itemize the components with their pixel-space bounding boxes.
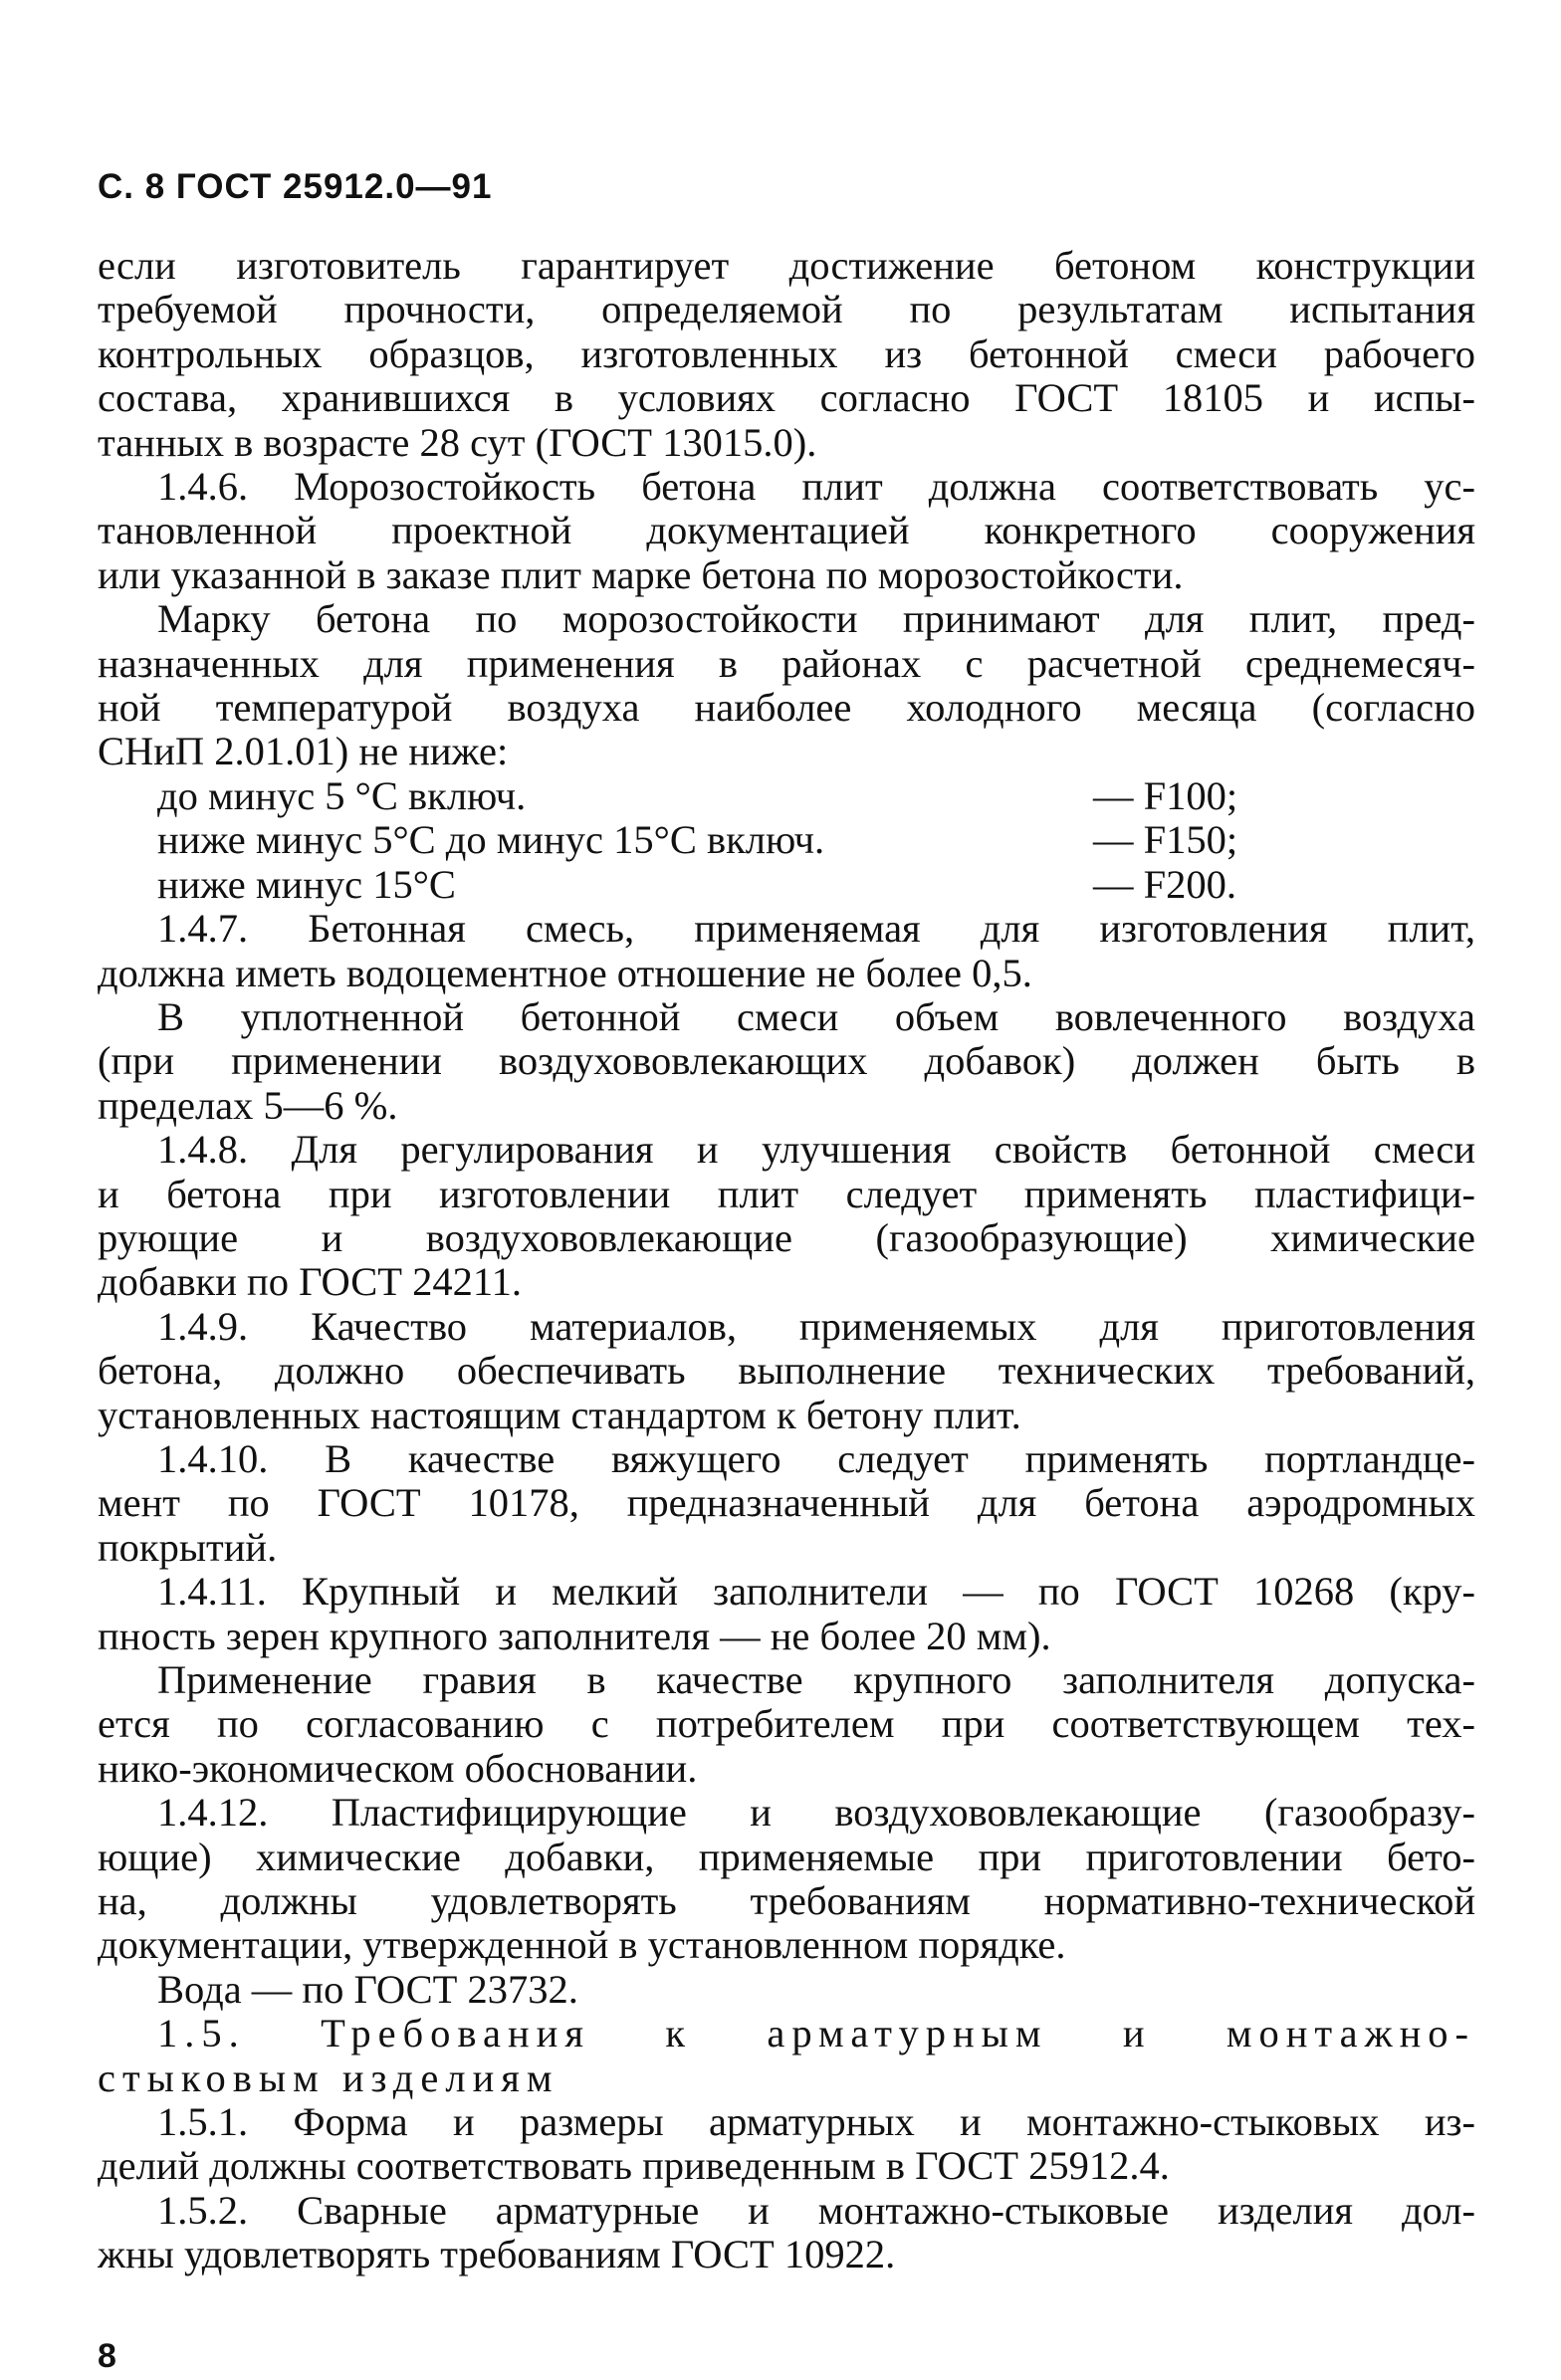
text-line: пность зерен крупного заполнителя — не более 20 мм). bbox=[98, 1613, 1051, 1658]
text-line: 1.4.12. Пластифицирующие и воздухововлекающие (газообразу- bbox=[157, 1790, 1475, 1836]
text-line: делий должны соответствовать приведенным в ГОСТ 25912.4. bbox=[98, 2143, 1170, 2189]
text-line: требуемой прочности, определяемой по результатам испытания bbox=[98, 287, 1475, 332]
text-line: 1.5.2. Сварные арматурные и монтажно-стыковые изделия дол- bbox=[157, 2187, 1475, 2233]
text-line: Применение гравия в качестве крупного заполнителя допуска- bbox=[157, 1657, 1475, 1702]
text-line: ной температурой воздуха наиболее холодного месяца (согласно bbox=[98, 685, 1475, 731]
text-line: В уплотненной бетонной смеси объем вовлеченного воздуха bbox=[157, 993, 1475, 1039]
text-line: назначенных для применения в районах с расчетной среднемесяч- bbox=[98, 640, 1475, 686]
table-cell-condition: до минус 5 °С включ. bbox=[157, 772, 527, 818]
text-line: если изготовитель гарантирует достижение бетоном конструкции bbox=[98, 243, 1475, 288]
text-line: и бетона при изготовлении плит следует применять пластифици- bbox=[98, 1171, 1475, 1216]
text-line: тановленной проектной документацией конкретного сооружения bbox=[98, 508, 1475, 553]
text-line: мент по ГОСТ 10178, предназначенный для бетона аэродромных bbox=[98, 1480, 1475, 1526]
text-line: должна иметь водоцементное отношение не более 0,5. bbox=[98, 950, 1032, 995]
text-line: жны удовлетворять требованиям ГОСТ 10922. bbox=[98, 2232, 896, 2277]
text-line: рующие и воздухововлекающие (газообразующие) химические bbox=[98, 1214, 1475, 1260]
text-line: состава, хранившихся в условиях согласно ГОСТ 18105 и испы- bbox=[98, 375, 1475, 421]
document-body bbox=[98, 244, 1475, 2277]
text-line: ющие) химические добавки, применяемые при приготовлении бето- bbox=[98, 1834, 1475, 1879]
text-line: нико-экономическом обосновании. bbox=[98, 1745, 698, 1791]
page-number: 8 bbox=[98, 2337, 116, 2375]
text-line: бетона, должно обеспечивать выполнение технических требований, bbox=[98, 1348, 1475, 1394]
text-line: 1.4.9. Качество материалов, применяемых для приготовления bbox=[157, 1303, 1475, 1349]
section-heading-line: 1.5. Требования к арматурным и монтажно- bbox=[157, 2011, 1475, 2056]
paragraph-block-1 bbox=[98, 244, 1475, 774]
paragraph-block-2 bbox=[98, 907, 1475, 2277]
table-row bbox=[98, 818, 1475, 862]
text-line: ется по согласованию с потребителем при соответствующем тех- bbox=[98, 1701, 1475, 1747]
text-line: 1.4.8. Для регулирования и улучшения свойств бетонной смеси bbox=[157, 1127, 1475, 1173]
text-line: танных в возрасте 28 сут (ГОСТ 13015.0). bbox=[98, 419, 817, 465]
table-cell-grade: — F200. bbox=[1093, 861, 1237, 907]
table-cell-condition: ниже минус 5°С до минус 15°С включ. bbox=[157, 817, 825, 863]
table-cell-grade: — F100; bbox=[1093, 772, 1238, 818]
text-line: Вода — по ГОСТ 23732. bbox=[157, 1966, 578, 2012]
text-line: 1.4.6. Морозостойкость бетона плит должна соответствовать ус- bbox=[157, 464, 1475, 510]
section-heading-line: стыковым изделиям bbox=[98, 2055, 559, 2100]
page-header: С. 8 ГОСТ 25912.0—91 bbox=[98, 167, 493, 206]
text-line: Марку бетона по морозостойкости принимают для плит, пред- bbox=[157, 596, 1475, 642]
text-line: СНиП 2.01.01) не ниже: bbox=[98, 729, 509, 774]
text-line: покрытий. bbox=[98, 1524, 278, 1570]
table-row bbox=[98, 774, 1475, 818]
text-line: 1.4.11. Крупный и мелкий заполнители — по ГОСТ 10268 (кру- bbox=[157, 1569, 1475, 1615]
text-line: пределах 5—6 %. bbox=[98, 1082, 398, 1128]
table-row bbox=[98, 863, 1475, 907]
table-cell-grade: — F150; bbox=[1093, 817, 1238, 863]
text-line: 1.4.10. В качестве вяжущего следует применять портландце- bbox=[157, 1435, 1475, 1481]
frost-grade-table bbox=[98, 774, 1475, 907]
text-line: установленных настоящим стандартом к бетону плит. bbox=[98, 1392, 1021, 1437]
text-line: добавки по ГОСТ 24211. bbox=[98, 1259, 522, 1305]
text-line: документации, утвержденной в установленном порядке. bbox=[98, 1922, 1066, 1968]
text-line: на, должны удовлетворять требованиям нормативно-технической bbox=[98, 1878, 1475, 1924]
table-cell-condition: ниже минус 15°С bbox=[157, 861, 456, 907]
text-line: или указанной в заказе плит марке бетона по морозостойкости. bbox=[98, 551, 1184, 597]
text-line: контрольных образцов, изготовленных из бетонной смеси рабочего bbox=[98, 330, 1475, 376]
text-line: 1.4.7. Бетонная смесь, применяемая для изготовления плит, bbox=[157, 906, 1475, 952]
text-line: (при применении воздухововлекающих добавок) должен быть в bbox=[98, 1038, 1475, 1084]
text-line: 1.5.1. Форма и размеры арматурных и монтажно-стыковых из- bbox=[157, 2099, 1475, 2145]
